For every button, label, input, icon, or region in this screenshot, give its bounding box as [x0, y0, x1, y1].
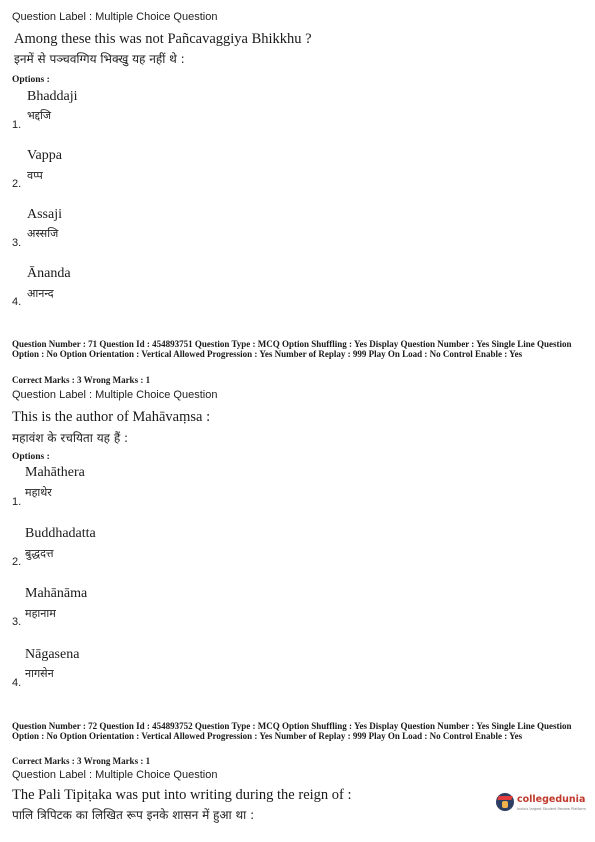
options-heading: Options :: [12, 452, 50, 462]
option-2-hi: वप्प: [27, 169, 43, 182]
option-4-en: Ānanda: [27, 266, 71, 281]
question-marks: Correct Marks : 3 Wrong Marks : 1: [12, 375, 151, 385]
option-2-en: Vappa: [27, 148, 62, 163]
option-3-hi: महानाम: [25, 607, 56, 620]
option-4-hi: आनन्द: [27, 287, 54, 300]
logo-brand-text: collegedunia: [517, 794, 586, 805]
option-2-en: Buddhadatta: [25, 526, 96, 541]
question-label: Question Label : Multiple Choice Question: [12, 11, 218, 23]
question-label: Question Label : Multiple Choice Question: [12, 769, 218, 781]
option-2-hi: बुद्धदत्त: [25, 547, 54, 560]
option-3-en: Assaji: [27, 207, 62, 222]
option-1-number: 1.: [12, 119, 22, 131]
option-3-hi: अस्सजि: [27, 227, 59, 240]
option-4-number: 4.: [12, 677, 22, 689]
question-marks: Correct Marks : 3 Wrong Marks : 1: [12, 756, 151, 766]
question-text-hi: पालि त्रिपिटक का लिखित रूप इनके शासन में हुआ था :: [12, 808, 255, 822]
option-1-hi: भद्दजि: [27, 109, 52, 122]
question-label: Question Label : Multiple Choice Question: [12, 389, 218, 401]
option-1-number: 1.: [12, 496, 22, 508]
option-1-en: Mahāthera: [25, 465, 85, 480]
option-3-number: 3.: [12, 237, 22, 249]
option-4-hi: नागसेन: [25, 667, 54, 680]
option-1-en: Bhaddaji: [27, 89, 78, 104]
option-1-hi: महाथेर: [25, 486, 52, 499]
logo-tagline: India's largest Student Review Platform: [517, 807, 586, 811]
question-meta: Question Number : 71 Question Id : 454893751 Question Type : MCQ Option Shuffling : Yes Display Question Number : Yes Single Line Question Option : No Option Orientation : Vertical Allowed Progression : Yes Number of Replay : 999 Play On Load : No Control Enable : Yes: [12, 339, 572, 359]
question-meta: Question Number : 72 Question Id : 454893752 Question Type : MCQ Option Shuffling : Yes Display Question Number : Yes Single Line Question Option : No Option Orientation : Vertical Allowed Progression : Yes Number of Replay : 999 Play On Load : No Control Enable : Yes: [12, 721, 572, 741]
question-text-en: This is the author of Mahāvaṃsa :: [12, 409, 211, 425]
option-3-number: 3.: [12, 616, 22, 628]
option-4-number: 4.: [12, 296, 22, 308]
graduation-cap-icon: [496, 793, 514, 811]
option-3-en: Mahānāma: [25, 586, 88, 601]
option-4-en: Nāgasena: [25, 647, 80, 662]
option-2-number: 2.: [12, 178, 22, 190]
options-heading: Options :: [12, 75, 50, 85]
collegedunia-logo: [496, 791, 586, 817]
question-text-en: The Pali Tipiṭaka was put into writing during the reign of :: [12, 787, 352, 803]
question-text-en: Among these this was not Pañcavaggiya Bhikkhu ?: [14, 31, 312, 47]
question-text-hi: इनमें से पञ्चवग्गिय भिक्खु यह नहीं थे :: [14, 52, 185, 66]
question-text-hi: महावंश के रचयिता यह हैं :: [12, 431, 129, 445]
option-2-number: 2.: [12, 556, 22, 568]
